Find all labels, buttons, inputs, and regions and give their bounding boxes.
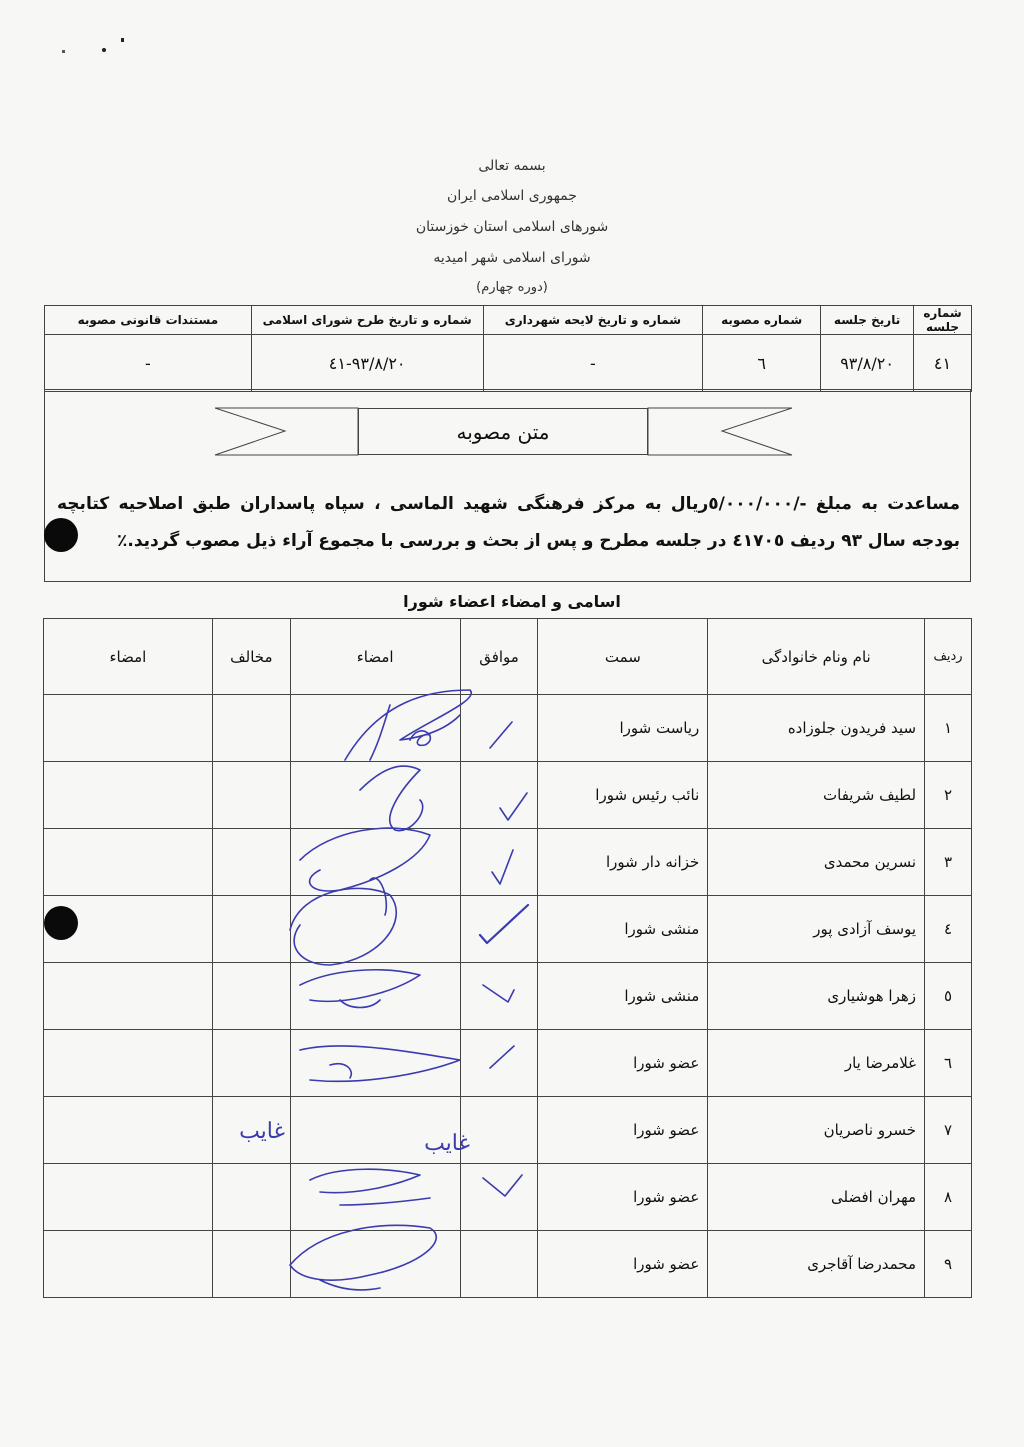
- session-info-table: [44, 305, 972, 392]
- header-line-2: جمهوری اسلامی ایران: [447, 188, 577, 204]
- approval-text: مساعدت به مبلغ -/٥/٠٠٠/٠٠٠ریال به مرکز فرهنگی شهید الماسی ، سپاه پاسداران طبق اصلاحیه کتابچه بودجه سال ٩٣ ردیف ٤١٧٠٥ در جلسه مطرح و پس از بحث و بررسی با مجموع آراء ذیل مصوب گردید.٪: [57, 494, 961, 551]
- table-row: [44, 695, 972, 762]
- table-row: [44, 1231, 972, 1298]
- member-name: سید فریدون جلوزاده: [708, 695, 925, 762]
- approval-banner: متن مصوبه: [358, 408, 648, 455]
- header-resolution-number: شماره مصوبه: [703, 306, 821, 335]
- scan-speck: [121, 38, 124, 42]
- member-name: زهرا هوشیاری: [708, 963, 925, 1030]
- row-number: ١: [925, 695, 972, 762]
- municipality-bill: -: [483, 335, 703, 392]
- agree-cell: [460, 1097, 538, 1164]
- signature-cell: [44, 695, 213, 762]
- member-role: خزانه دار شورا: [538, 829, 708, 896]
- signature-cell: [44, 829, 213, 896]
- header-session-date: تاریخ جلسه: [821, 306, 914, 335]
- header-legal-basis: مستندات قانونی مصوبه: [45, 306, 252, 335]
- member-role: عضو شورا: [538, 1097, 708, 1164]
- row-number: ٦: [925, 1030, 972, 1097]
- banner-arrow-left: [648, 408, 792, 455]
- member-role: ریاست شورا: [538, 695, 708, 762]
- table-row: [44, 762, 972, 829]
- session-info-value-row: [45, 335, 972, 392]
- col-agree-signature: امضاء: [290, 619, 460, 695]
- signature-cell: [290, 829, 460, 896]
- signature-cell: [290, 1097, 460, 1164]
- scan-speck: [102, 48, 106, 52]
- disagree-cell: [212, 1030, 290, 1097]
- signature-cell: [290, 1164, 460, 1231]
- signature-cell: [290, 695, 460, 762]
- legal-basis: -: [45, 335, 252, 392]
- disagree-cell: [212, 1164, 290, 1231]
- agree-cell: [460, 762, 538, 829]
- agree-cell: [460, 1231, 538, 1298]
- col-disagree-signature: امضاء: [44, 619, 213, 695]
- header-line-1: بسمه تعالی: [478, 158, 546, 174]
- member-name: غلامرضا یار: [708, 1030, 925, 1097]
- header-line-5: (دوره چهارم): [476, 280, 548, 295]
- agree-cell: [460, 963, 538, 1030]
- member-name: لطیف شریفات: [708, 762, 925, 829]
- signature-cell: [290, 963, 460, 1030]
- session-info-header-row: [45, 306, 972, 335]
- member-name: محمدرضا آقاجری: [708, 1231, 925, 1298]
- agree-cell: [460, 695, 538, 762]
- absent-note-signature: غایب: [239, 1119, 285, 1144]
- member-role: عضو شورا: [538, 1231, 708, 1298]
- members-header-row: [44, 619, 972, 695]
- member-role: عضو شورا: [538, 1164, 708, 1231]
- members-title: اسامی و امضاء اعضاء شورا: [403, 592, 621, 611]
- row-number: ٢: [925, 762, 972, 829]
- resolution-number: ٦: [703, 335, 821, 392]
- agree-cell: [460, 1030, 538, 1097]
- col-position: سمت: [538, 619, 708, 695]
- member-role: عضو شورا: [538, 1030, 708, 1097]
- header-municipality-bill: شماره و تاریخ لایحه شهرداری: [483, 306, 703, 335]
- row-number: ٧: [925, 1097, 972, 1164]
- member-name: مهران افضلی: [708, 1164, 925, 1231]
- agree-cell: [460, 896, 538, 963]
- col-disagree: مخالف: [212, 619, 290, 695]
- session-date: ٩٣/٨/٢٠: [821, 335, 914, 392]
- council-plan: ٩٣/٨/٢٠-٤١: [251, 335, 483, 392]
- disagree-cell: [212, 1231, 290, 1298]
- member-role: نائب رئیس شورا: [538, 762, 708, 829]
- member-role: منشی شورا: [538, 896, 708, 963]
- banner-arrow-right: [215, 408, 358, 455]
- header-line-3: شورهای اسلامی استان خوزستان: [415, 219, 609, 235]
- signature-cell: [44, 896, 213, 963]
- approval-box: [44, 389, 971, 582]
- scan-speck: [62, 50, 65, 53]
- disagree-cell: [212, 1097, 290, 1164]
- member-name: خسرو ناصریان: [708, 1097, 925, 1164]
- disagree-cell: [212, 695, 290, 762]
- table-row: [44, 829, 972, 896]
- col-agree: موافق: [460, 619, 538, 695]
- row-number: ٣: [925, 829, 972, 896]
- table-row: [44, 1164, 972, 1231]
- agree-cell: [460, 1164, 538, 1231]
- signature-cell: [44, 1030, 213, 1097]
- row-number: ٩: [925, 1231, 972, 1298]
- signature-cell: [44, 1231, 213, 1298]
- disagree-cell: [212, 762, 290, 829]
- header-line-4: شورای اسلامی شهر امیدیه: [433, 250, 591, 266]
- row-number: ٤: [925, 896, 972, 963]
- header-session-number: شماره جلسه: [914, 306, 972, 335]
- member-name: نسرین محمدی: [708, 829, 925, 896]
- absent-note-agree: غایب: [424, 1131, 470, 1156]
- signature-cell: [44, 762, 213, 829]
- table-row: [44, 1030, 972, 1097]
- members-table: [43, 618, 972, 1298]
- col-row-number: ردیف: [925, 619, 972, 695]
- table-row: [44, 963, 972, 1030]
- table-row: [44, 1097, 972, 1164]
- row-number: ٨: [925, 1164, 972, 1231]
- disagree-cell: [212, 896, 290, 963]
- disagree-cell: [212, 829, 290, 896]
- member-name: یوسف آزادی پور: [708, 896, 925, 963]
- punch-hole: [44, 518, 78, 552]
- signature-cell: [290, 762, 460, 829]
- signature-cell: [290, 896, 460, 963]
- signature-cell: [290, 1231, 460, 1298]
- row-number: ٥: [925, 963, 972, 1030]
- col-full-name: نام ونام خانوادگی: [708, 619, 925, 695]
- session-number: ٤١: [914, 335, 972, 392]
- signature-cell: [44, 1097, 213, 1164]
- agree-cell: [460, 829, 538, 896]
- header-council-plan: شماره و تاریخ طرح شورای اسلامی: [251, 306, 483, 335]
- signature-cell: [290, 1030, 460, 1097]
- member-role: منشی شورا: [538, 963, 708, 1030]
- disagree-cell: [212, 963, 290, 1030]
- signature-cell: [44, 963, 213, 1030]
- table-row: [44, 896, 972, 963]
- signature-cell: [44, 1164, 213, 1231]
